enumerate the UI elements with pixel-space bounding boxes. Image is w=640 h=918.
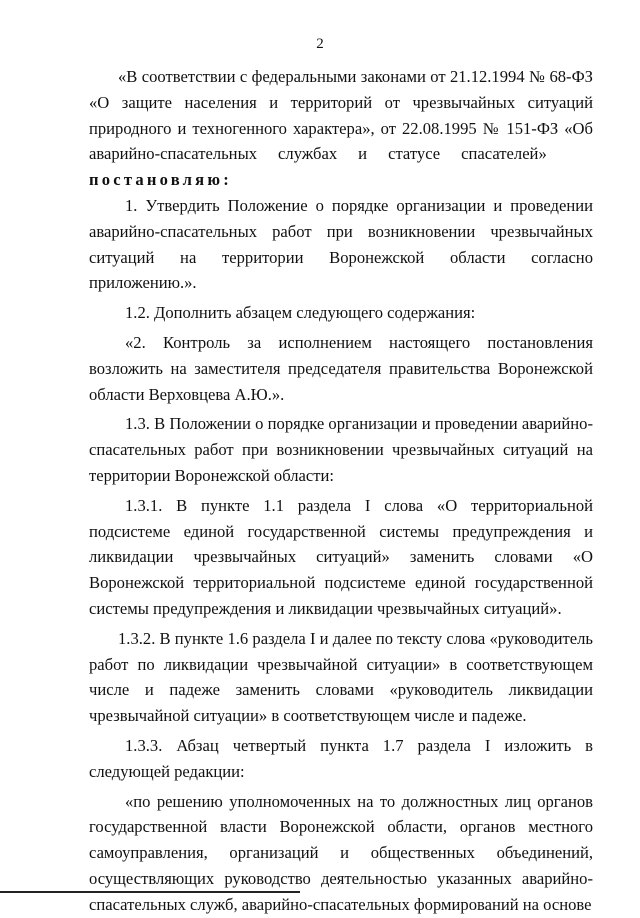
paragraph-quote: «по решению уполномоченных на то должностных лиц органов государственной власти Воронежской области, органов местного самоуправления, организаций и общественных объединений, осуществляющих руководство деятельностью указанных аварийно-спасательных служб, аварийно-спасательных формирований на основе — [89, 791, 593, 914]
footer-divider — [0, 891, 300, 893]
paragraph-preamble — [89, 64, 593, 193]
document-body — [89, 64, 593, 918]
paragraph-item-1-3: 1.3. В Положении о порядке организации и проведении аварийно-спасательных работ при возникновении чрезвычайных ситуаций на территории Воронежской области: — [89, 414, 593, 485]
paragraph-item-1-3-2: 1.3.2. В пункте 1.6 раздела I и далее по тексту слова «руководитель работ по ликвидации чрезвычайной ситуации» в соответствующем числе и падеже заменить словами «руководитель ликвидации чрезвычайной ситуации» в соответствующем числе и падеже. — [89, 628, 593, 726]
paragraph-item-1-3-1: 1.3.1. В пункте 1.1 раздела I слова «О территориальной подсистеме единой государственной системы предупреждения и ликвидации чрезвычайных ситуаций» заменить словами «О Воронежской территориальной подсистеме единой государственной системы предупреждения и ликвидации чрезвычайных ситуаций». — [89, 495, 593, 618]
paragraph-item-1-3-3: 1.3.3. Абзац четвертый пункта 1.7 раздела I изложить в следующей редакции: — [89, 735, 593, 781]
paragraph-item-1-2: 1.2. Дополнить абзацем следующего содержания: — [125, 303, 476, 323]
paragraph-item-1: 1. Утвердить Положение о порядке организации и проведении аварийно-спасательных работ при возникновении чрезвычайных ситуаций на территории Воронежской области согласно приложению.». — [89, 195, 593, 293]
preamble-decree-word: постановляю: — [89, 170, 232, 190]
paragraph-control: «2. Контроль за исполнением настоящего постановления возложить на заместителя председателя правительства Воронежской области Верховцева А.Ю.». — [89, 332, 593, 404]
preamble-text: «В соответствии с федеральными законами от 21.12.1994 № 68-ФЗ «О защите населения и территорий от чрезвычайных ситуаций природного и техногенного характера», от 22.08.1995 № 151-ФЗ «Об аварийно-спасательных службах и статусе спасателей» — [89, 67, 593, 164]
page-number: 2 — [316, 36, 324, 52]
